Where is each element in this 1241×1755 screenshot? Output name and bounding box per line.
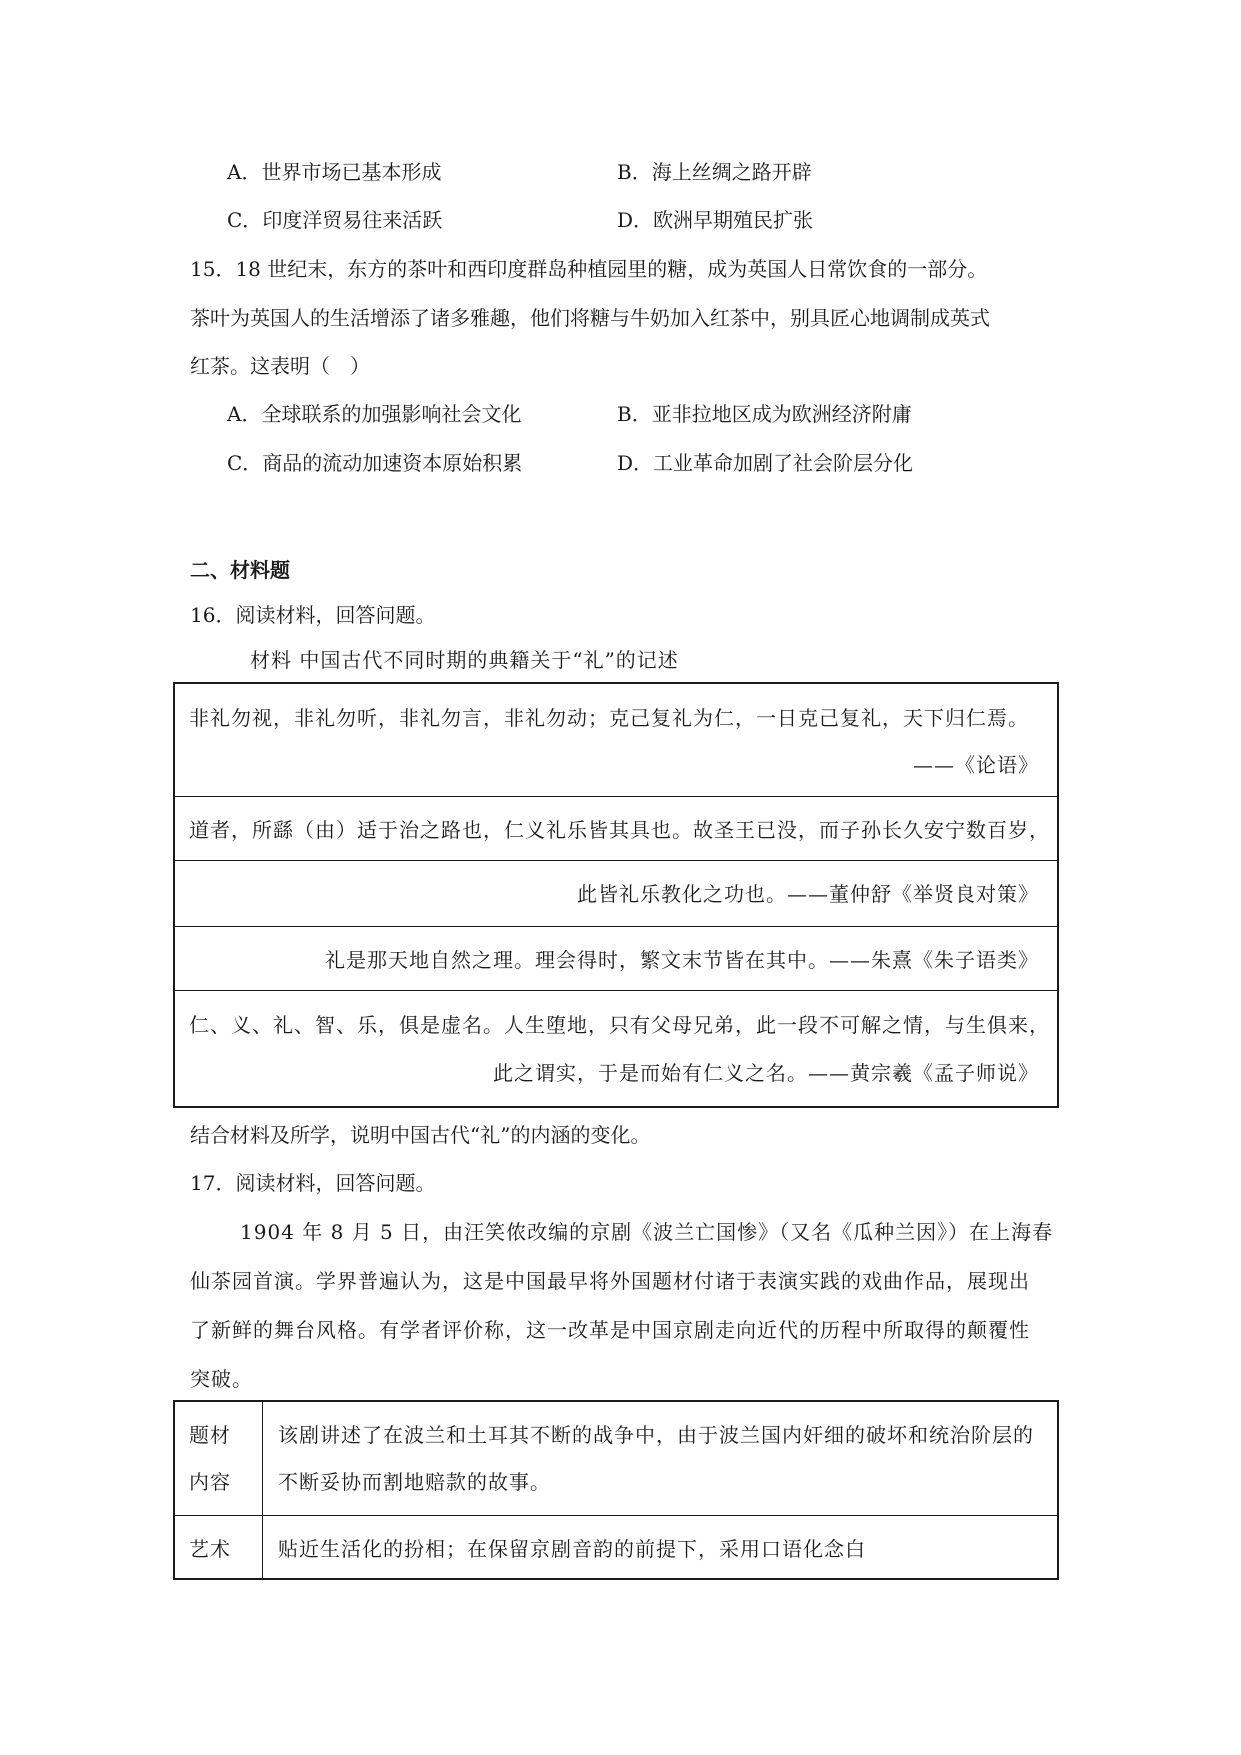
q15-option-a <box>227 401 521 427</box>
option-text: 欧洲早期殖民扩张 <box>653 208 814 232</box>
material-row <box>175 796 1057 861</box>
row-label: 题材 <box>189 1423 231 1447</box>
option-text: 世界市场已基本形成 <box>261 160 442 184</box>
q17-paragraph-line-3: 了新鲜的舞台风格。有学者评价称，这一改革是中国京剧走向近代的历程中所取得的颠覆性 <box>190 1318 1030 1342</box>
q17-paragraph-line-1: 1904 年 8 月 5 日，由汪笑侬改编的京剧《波兰亡国惨》（又名《瓜种兰因》）在上海春 <box>240 1220 1054 1244</box>
option-text: 印度洋贸易往来活跃 <box>262 208 443 232</box>
option-letter: C． <box>227 208 263 232</box>
material-row <box>175 990 1057 1107</box>
q15-option-d <box>617 450 913 476</box>
q14-option-a <box>227 159 441 185</box>
q15-option-b <box>617 401 912 427</box>
row-label: 艺术 <box>189 1537 231 1561</box>
q14-option-d <box>617 207 813 233</box>
q17-stem: 17．阅读材料，回答问题。 <box>190 1171 436 1195</box>
material-text: 非礼勿视，非礼勿听，非礼勿言，非礼勿动；克己复礼为仁，一日克己复礼，天下归仁焉。 <box>189 706 1029 730</box>
option-letter: B． <box>617 402 652 426</box>
option-letter: A． <box>227 402 262 426</box>
info-row <box>175 1515 1057 1579</box>
option-letter: D． <box>617 451 654 475</box>
option-text: 亚非拉地区成为欧洲经济附庸 <box>651 402 912 426</box>
material-text: 礼是那天地自然之理。理会得时，繁文末节皆在其中。——朱熹《朱子语类》 <box>325 948 1039 972</box>
q16-question: 结合材料及所学，说明中国古代“礼”的内涵的变化。 <box>190 1123 651 1147</box>
q17-paragraph-line-2: 仙茶园首演。学界普遍认为，这是中国最早将外国题材付诸于表演实践的戏曲作品，展现出 <box>190 1269 1030 1293</box>
option-text: 全球联系的加强影响社会文化 <box>261 402 522 426</box>
q14-option-c <box>227 207 442 233</box>
q15-stem-line-3: 红茶。这表明（ ） <box>190 354 370 378</box>
row-content: 不断妥协而割地赔款的故事。 <box>278 1470 551 1494</box>
material-row <box>175 926 1057 991</box>
q14-option-b <box>617 159 812 185</box>
option-letter: C． <box>227 451 263 475</box>
material-source: ——《论语》 <box>913 753 1039 777</box>
material-text: 仁、义、礼、智、乐，俱是虚名。人生堕地，只有父母兄弟，此一段不可解之情，与生俱来， <box>189 1013 1050 1037</box>
row-label: 内容 <box>189 1470 231 1494</box>
q16-material-caption: 材料 中国古代不同时期的典籍关于“礼”的记述 <box>250 648 679 672</box>
option-letter: D． <box>617 208 654 232</box>
option-letter: B． <box>617 160 652 184</box>
q17-info-table <box>173 1400 1059 1580</box>
row-content: 贴近生活化的扮相；在保留京剧音韵的前提下，采用口语化念白 <box>278 1537 866 1561</box>
row-content: 该剧讲述了在波兰和土耳其不断的战争中，由于波兰国内奸细的破坏和统治阶层的 <box>278 1423 1034 1447</box>
material-text: 此皆礼乐教化之功也。——董仲舒《举贤良对策》 <box>577 882 1039 906</box>
q15-option-c <box>227 450 522 476</box>
option-text: 工业革命加剧了社会阶层分化 <box>653 451 914 475</box>
material-row <box>175 684 1057 796</box>
q17-paragraph-line-4: 突破。 <box>190 1367 253 1391</box>
q15-stem-line-1: 15．18 世纪末，东方的茶叶和西印度群岛种植园里的糖，成为英国人日常饮食的一部分。 <box>190 257 988 281</box>
q16-material-table <box>173 682 1059 1108</box>
material-row <box>175 860 1057 927</box>
material-text: 道者，所繇（由）适于治之路也，仁义礼乐皆其具也。故圣王已没，而子孙长久安宁数百岁， <box>189 818 1050 842</box>
material-source: 此之谓实，于是而始有仁义之名。——黄宗羲《孟子师说》 <box>493 1061 1039 1085</box>
section-heading: 二、材料题 <box>190 558 290 582</box>
info-row <box>175 1402 1057 1515</box>
q15-stem-line-2: 茶叶为英国人的生活增添了诸多雅趣，他们将糖与牛奶加入红茶中，别具匠心地调制成英式 <box>190 306 990 330</box>
option-text: 商品的流动加速资本原始积累 <box>262 451 523 475</box>
q16-stem: 16．阅读材料，回答问题。 <box>190 603 436 627</box>
option-text: 海上丝绸之路开辟 <box>651 160 812 184</box>
option-letter: A． <box>227 160 262 184</box>
